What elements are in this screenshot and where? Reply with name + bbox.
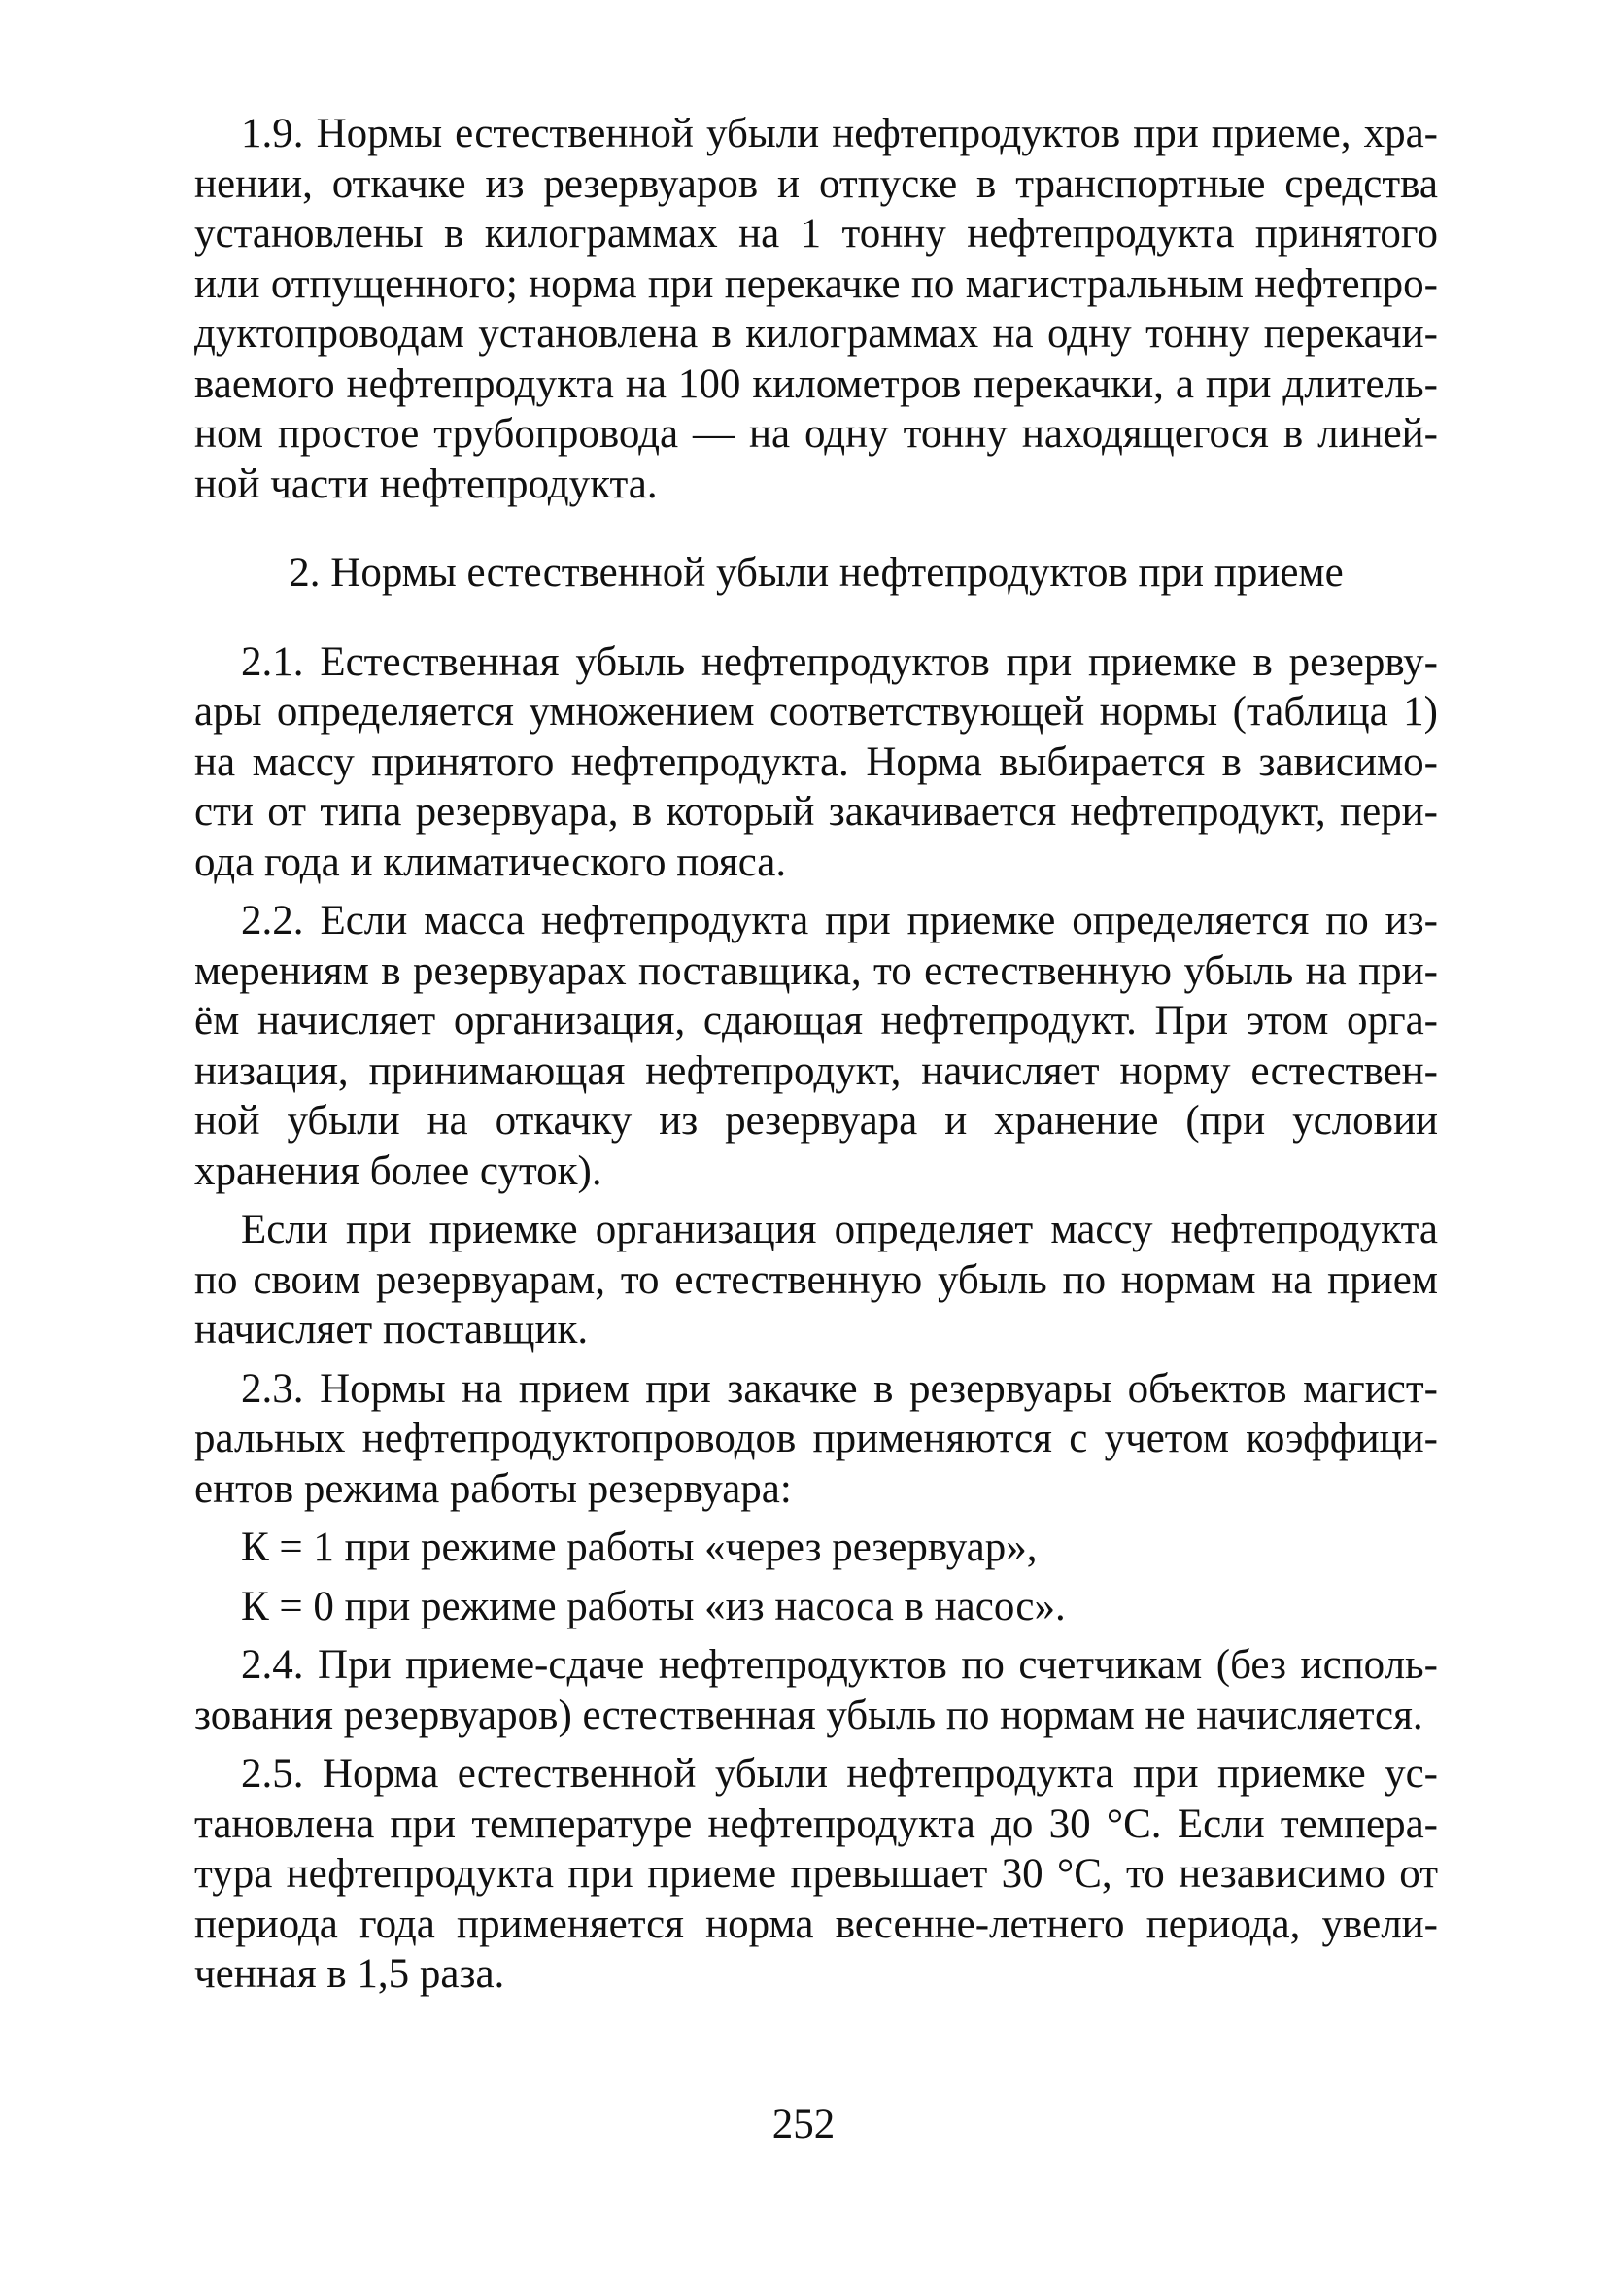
section-heading-2: 2. Нормы естественной убыли нефтепродуктов при приеме xyxy=(289,550,1344,596)
page-number: 252 xyxy=(771,2102,836,2147)
paragraph-2-2-continued: Если при приемке организация определяет массу нефтепродукта по своим резервуарам, то естественную убыль по нормам на прием начисляет поставщик. xyxy=(194,1207,1438,1353)
page-body xyxy=(194,109,1438,2008)
paragraph-2-3: 2.3. Нормы на прием при закачке в резервуары объектов магистральных нефтепродуктопроводов применяются с учетом коэффициентов режима работы резервуара: xyxy=(194,1365,1438,1512)
coefficient-k1: К = 1 при режиме работы «через резервуар», xyxy=(241,1525,1038,1570)
paragraph-2-4: 2.4. При приеме-сдаче нефтепродуктов по счетчикам (без использования резервуаров) естественная убыль по нормам не начисляется. xyxy=(194,1642,1438,1738)
paragraph-2-5: 2.5. Норма естественной убыли нефтепродукта при приемке установлена при температуре нефтепродукта до 30 °С. Если температура нефтепродукта при приеме превышает 30 °С, то независимо от периода года применяется норма весенне-летнего периода, увеличенная в 1,5 раза. xyxy=(194,1751,1438,1997)
coefficient-k0: К = 0 при режиме работы «из насоса в насос». xyxy=(241,1583,1066,1629)
paragraph-2-1: 2.1. Естественная убыль нефтепродуктов при приемке в резервуары определяется умножением соответствующей нормы (таблица 1) на массу принятого нефтепродукта. Норма выбирается в зависимости от типа резервуара, в который закачивается нефтепродукт, периода года и климатического пояса. xyxy=(194,638,1438,885)
paragraph-1-9: 1.9. Нормы естественной убыли нефтепродуктов при приеме, хранении, откачке из резервуаров и отпуске в транспортные средства установлены в килограммах на 1 тонну нефтепродукта принятого или отпущенного; норма при перекачке по магистральным нефтепродуктопроводам установлена в килограммах на одну тонну перекачиваемого нефтепродукта на 100 километров перекачки, а при длительном простое трубопровода — на одну тонну находящегося в линейной части нефтепродукта. xyxy=(194,111,1438,507)
paragraph-2-2: 2.2. Если масса нефтепродукта при приемке определяется по измерениям в резервуарах поставщика, то естественную убыль на приём начисляет организация, сдающая нефтепродукт. При этом организация, принимающая нефтепродукт, начисляет норму естественной убыли на откачку из резервуара и хранение (при условии хранения более суток). xyxy=(194,898,1438,1194)
